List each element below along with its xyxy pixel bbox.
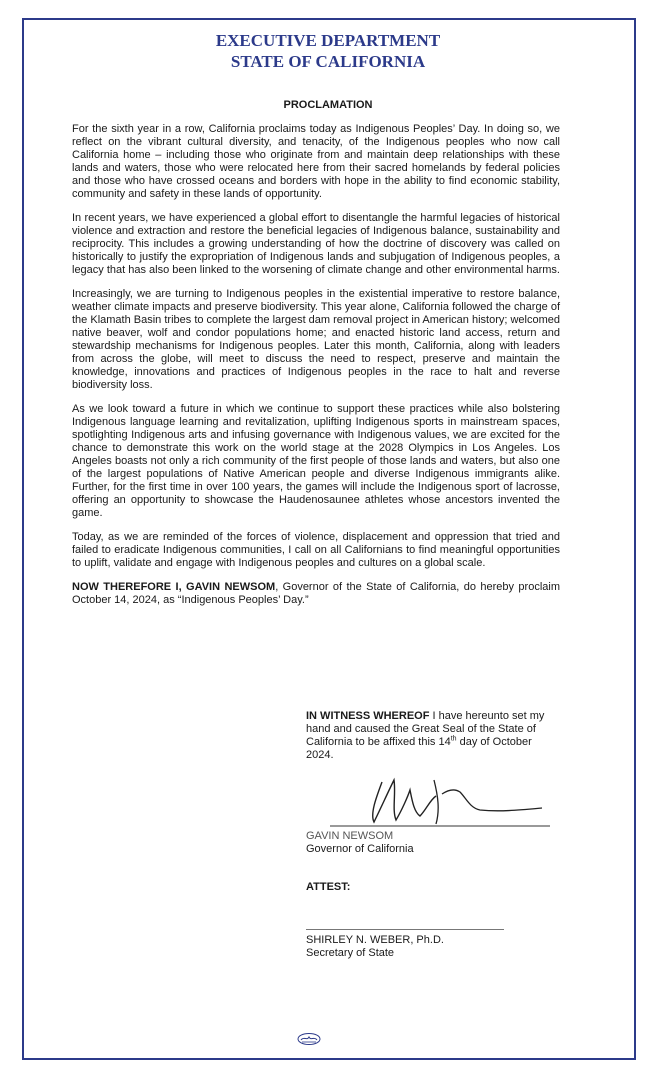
secretary-signature-block — [306, 934, 444, 960]
paragraph-2: In recent years, we have experienced a global effort to disentangle the harmful legacies of historical violence and extraction and restore the beneficial legacies of Indigenous balance, sustainability and reciprocity. This includes a growing understanding of how the doctrine of discovery was called on historically to justify the expropriation of Indigenous lands and subjugation of Indigenous peoples, a legacy that has also been linked to the worsening of climate change and other environmental harms. — [72, 212, 560, 276]
paragraph-5: Today, as we are reminded of the forces of violence, displacement and oppression that tried and failed to eradicate Indigenous communities, I call on all Californians to find meaningful opportunities to uplift, validate and engage with Indigenous peoples and cultures on a global scale. — [72, 531, 560, 569]
paragraph-1: For the sixth year in a row, California proclaims today as Indigenous Peoples’ Day. In doing so, we reflect on the vibrant cultural diversity, and tenacity, of the Indigenous peoples who now call California home – including those who originate from and maintain deep relationships with these lands and waters, those who were relocated here from their sacred homelands by federal policies and those who have crossed oceans and borders with hope in the ability to find economic stability, community and safety in these lands of opportunity. — [72, 123, 560, 200]
attest-label: ATTEST: — [306, 881, 351, 893]
document-header — [0, 30, 656, 72]
governor-signature — [330, 770, 550, 830]
witness-day-suffix: th — [450, 735, 457, 743]
secretary-name: SHIRLEY N. WEBER, Ph.D. — [306, 934, 444, 946]
now-therefore-bold: NOW THEREFORE I, GAVIN NEWSOM — [72, 581, 276, 593]
paragraph-3: Increasingly, we are turning to Indigenous peoples in the existential imperative to restore balance, weather climate impacts and preserve biodiversity. This year alone, California followed the charge of the Klamath Basin tribes to complete the largest dam removal project in American history; welcomed native beaver, wolf and condor populations home; and enacted historic land access, return and stewardship mechanisms for Indigenous peoples. Later this month, California, along with leaders from across the globe, will meet to discuss the need to respect, preserve and maintain the knowledge, innovations and practices of Indigenous peoples in the race to halt and reverse biodiversity loss. — [72, 288, 560, 391]
now-therefore-text: , Governor of the State of California, do hereby proclaim October 14, 2024, as “Indigenous Peoples’ Day.” — [72, 581, 560, 606]
header-line-2: STATE OF CALIFORNIA — [230, 52, 426, 71]
proclamation-body — [72, 123, 560, 618]
witness-day: 14 — [438, 736, 451, 748]
proclamation-title: PROCLAMATION — [283, 99, 373, 111]
witness-text: I have hereunto set my hand and caused the Great Seal of the State of California to be affixed this — [306, 710, 545, 748]
witness-bold: IN WITNESS WHEREOF — [306, 710, 430, 722]
now-therefore-paragraph — [72, 581, 560, 607]
secretary-title: Secretary of State — [306, 947, 395, 959]
header-line-1: EXECUTIVE DEPARTMENT — [215, 31, 441, 50]
state-seal-icon — [296, 1032, 322, 1046]
witness-after: day of October 2024. — [306, 736, 532, 761]
attest-signature-line — [306, 929, 504, 930]
governor-signature-block — [306, 830, 414, 856]
paragraph-4: As we look toward a future in which we continue to support these practices while also bolstering Indigenous language learning and revitalization, uplifting Indigenous sports in mainstream spaces, spotlighting Indigenous arts and infusing governance with Indigenous values, we are excited for the chance to demonstrate this work on the world stage at the 2028 Olympics in Los Angeles. Los Angeles boasts not only a rich community of the first people of those lands and waters, but also one of the largest populations of Native American people and diverse Indigenous immigrants alike. Further, for the first time in over 100 years, the games will include the Indigenous sport of lacrosse, offering an opportunity to showcase the Haudenosaunee athletes whose ancestors invented the game. — [72, 403, 560, 519]
governor-name: GAVIN NEWSOM — [306, 830, 394, 842]
witness-paragraph — [306, 710, 546, 762]
governor-title: Governor of California — [306, 843, 414, 855]
